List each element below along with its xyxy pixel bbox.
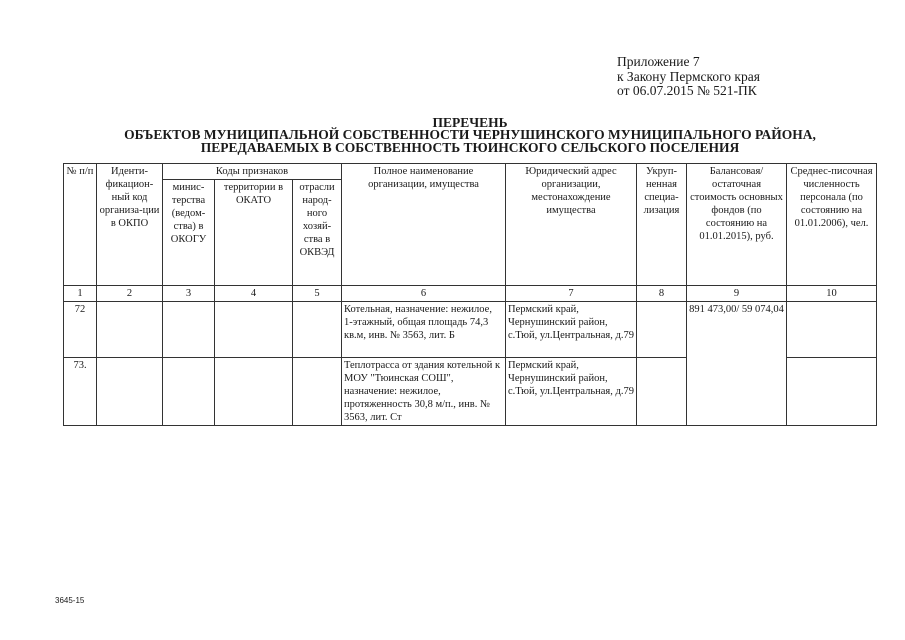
col-number: 6 (342, 286, 506, 302)
header-staff: Среднес-писочная численность персонала (по состоянию на 01.01.2006), чел. (787, 164, 877, 286)
document-code: 3645-15 (55, 596, 85, 605)
row-num: 73. (64, 358, 97, 426)
header-address: Юридический адрес организации, местонахождение имущества (506, 164, 637, 286)
appendix-note (617, 55, 760, 99)
property-table (63, 163, 877, 426)
col-number: 5 (293, 286, 342, 302)
table-row (64, 302, 877, 358)
row-num: 72 (64, 302, 97, 358)
col-number: 9 (687, 286, 787, 302)
header-codes: Коды признаков (163, 164, 342, 180)
row-name: Теплотрасса от здания котельной к МОУ "Тюинская СОШ", назначение: нежилое, протяженность 30,8 м/п., инв. № 3563, лит. Ст (342, 358, 506, 426)
col-number: 7 (506, 286, 637, 302)
header-num: № п/п (64, 164, 97, 286)
row-balance: 891 473,00/ 59 074,04 (687, 302, 787, 426)
appendix-line-3: от 06.07.2015 № 521-ПК (617, 83, 757, 98)
row-address: Пермский край, Чернушинский район, с.Тюй, ул.Центральная, д.79 (506, 302, 637, 358)
col-number: 2 (97, 286, 163, 302)
document-subtitle-line-1: ОБЪЕКТОВ МУНИЦИПАЛЬНОЙ СОБСТВЕННОСТИ ЧЕРНУШИНСКОГО МУНИЦИПАЛЬНОГО РАЙОНА, (124, 127, 816, 142)
col-number: 8 (637, 286, 687, 302)
header-okogu: минис-терства (ведом-ства) в ОКОГУ (163, 180, 215, 286)
header-okato: территории в ОКАТО (215, 180, 293, 286)
col-number: 3 (163, 286, 215, 302)
appendix-line-1: Приложение 7 (617, 54, 700, 69)
header-okved: отрасли народ-ного хозяй-ства в ОКВЭД (293, 180, 342, 286)
col-number: 1 (64, 286, 97, 302)
document-subtitle-line-2: ПЕРЕДАВАЕМЫХ В СОБСТВЕННОСТЬ ТЮИНСКОГО СЕЛЬСКОГО ПОСЕЛЕНИЯ (200, 140, 740, 155)
document-title: ПЕРЕЧЕНЬ (432, 115, 508, 130)
appendix-line-2: к Закону Пермского края (617, 68, 760, 84)
row-name: Котельная, назначение: нежилое, 1-этажный, общая площадь 74,3 кв.м, инв. № 3563, лит. Б (342, 302, 506, 358)
col-number: 10 (787, 286, 877, 302)
col-number: 4 (215, 286, 293, 302)
header-okpo: Иденти-фикацион-ный код организа-ции в ОКПО (97, 164, 163, 286)
column-number-row (64, 286, 877, 302)
row-address: Пермский край, Чернушинский район, с.Тюй, ул.Центральная, д.79 (506, 358, 637, 426)
header-balance: Балансовая/ остаточная стоимость основных фондов (по состоянию на 01.01.2015), руб. (687, 164, 787, 286)
header-name: Полное наименование организации, имущества (342, 164, 506, 286)
header-spec: Укруп-ненная специа-лизация (637, 164, 687, 286)
